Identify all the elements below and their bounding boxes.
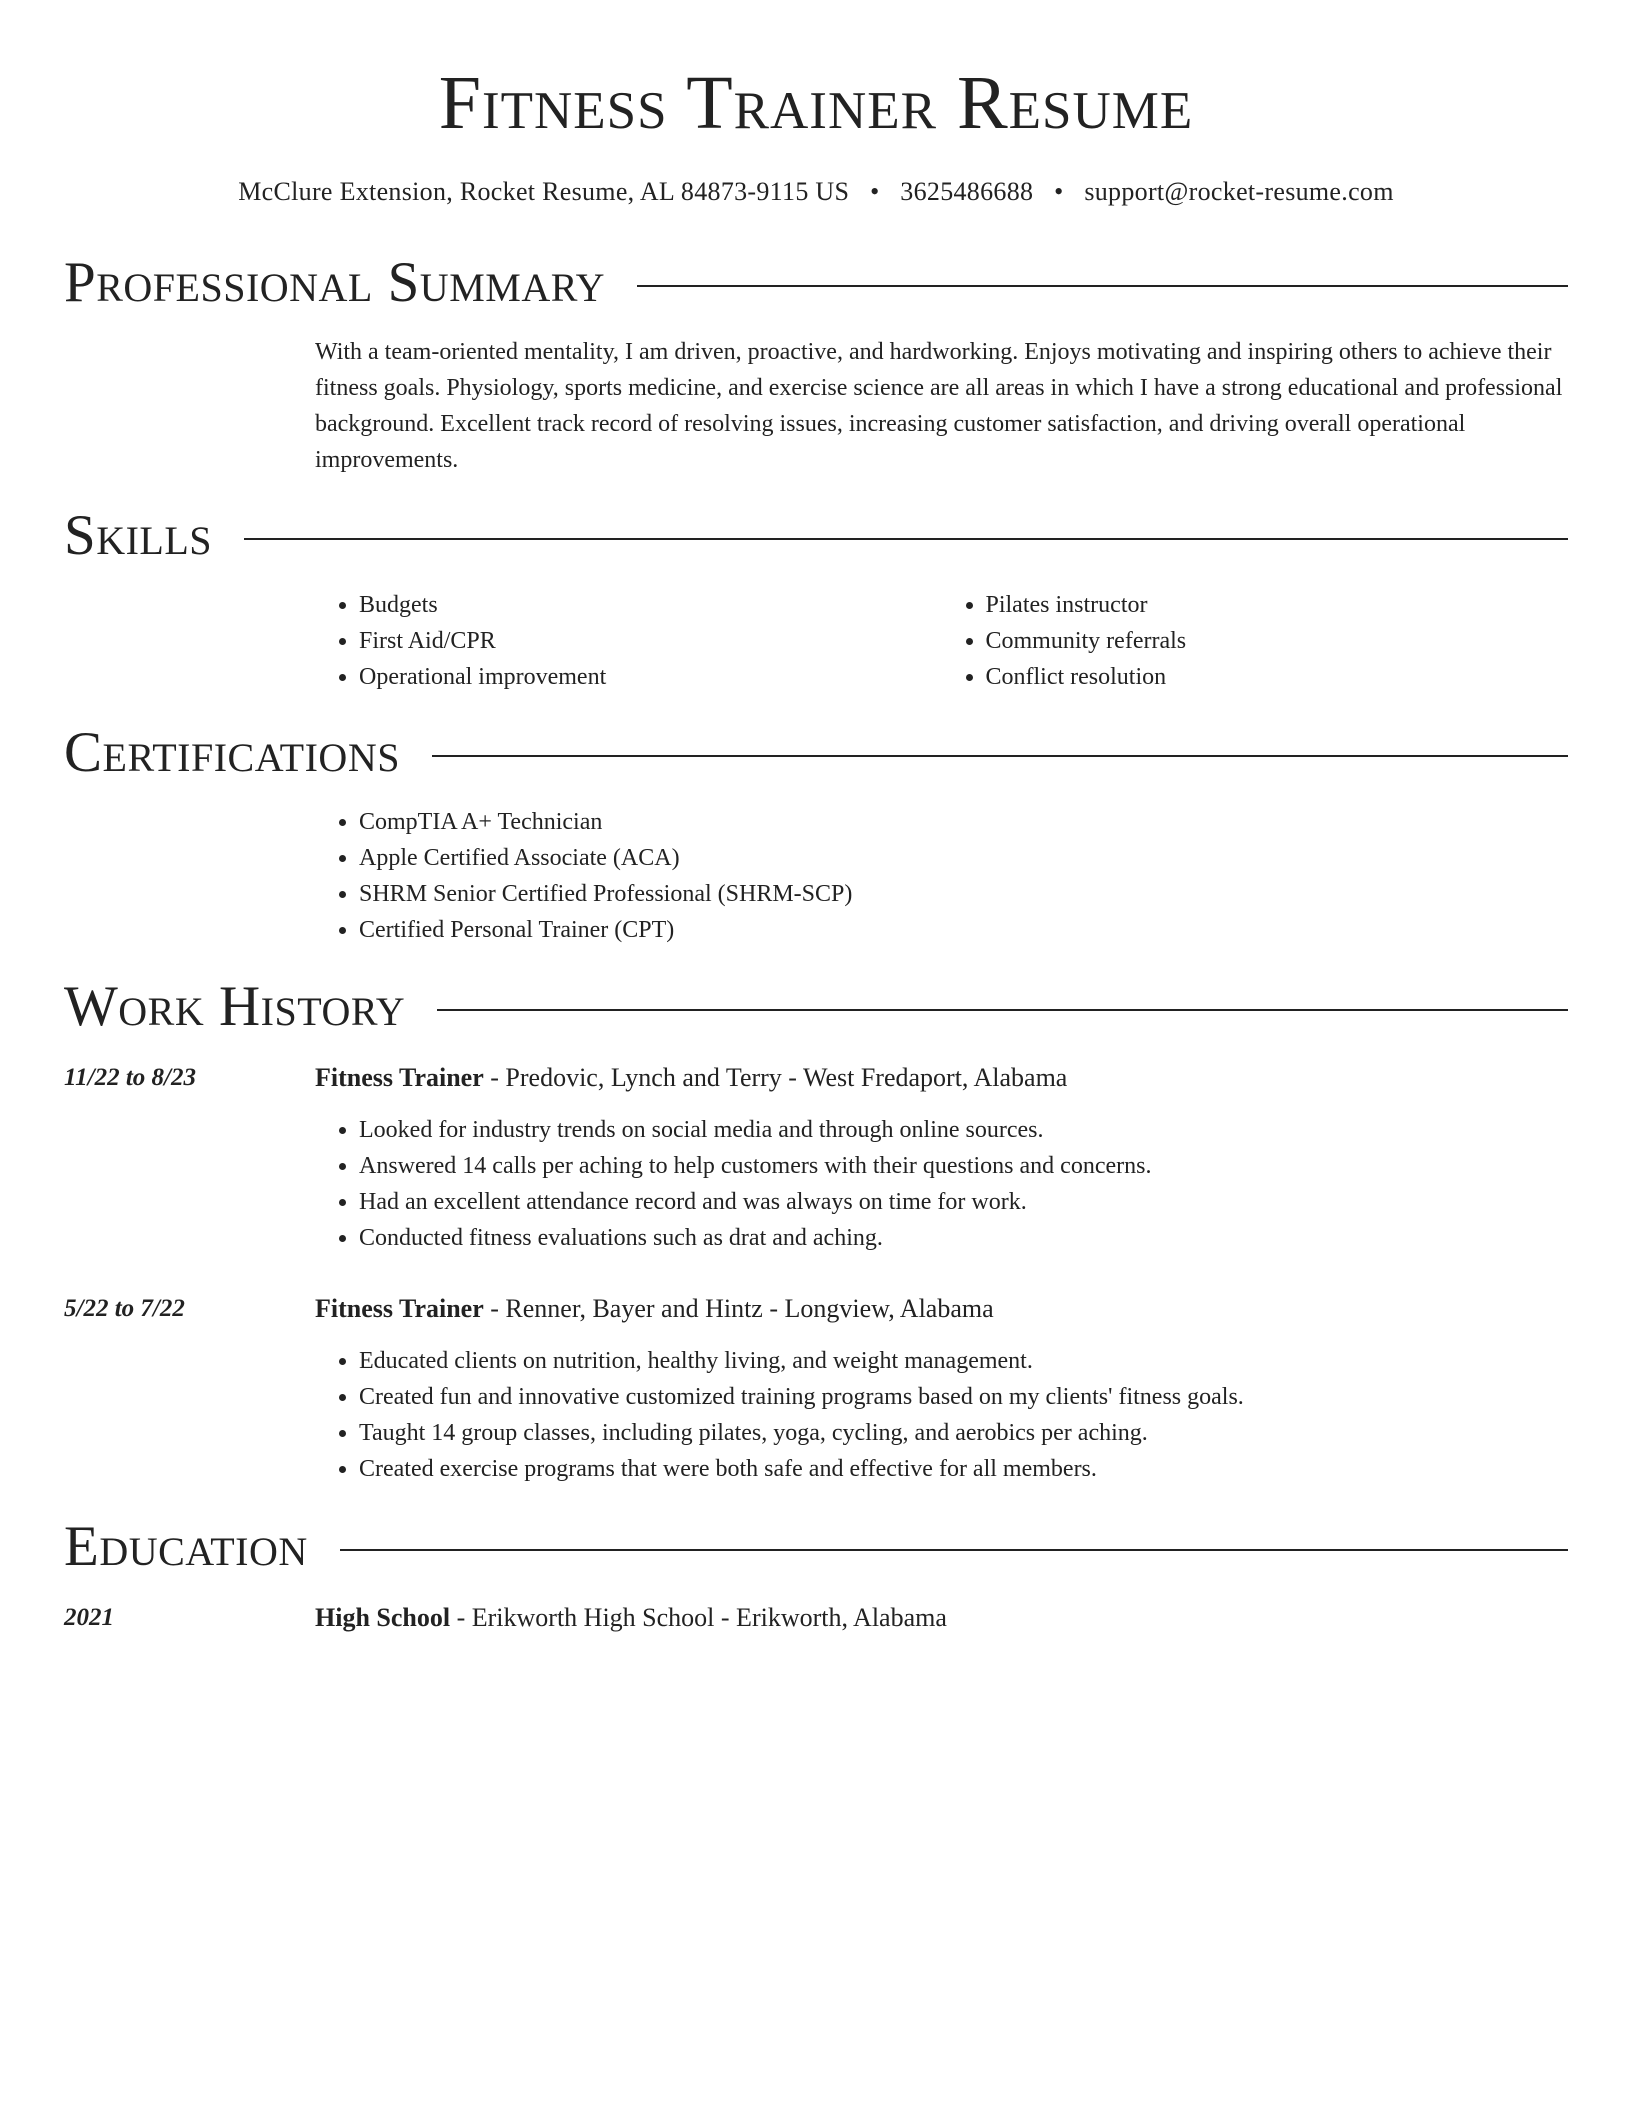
education-school: - Erikworth High School - Erikworth, Alabama xyxy=(450,1603,947,1632)
job-entry xyxy=(315,1291,1568,1487)
job-bullet: • Answered 14 calls per aching to help customers with their questions and concerns. xyxy=(359,1148,1568,1184)
job-bullet: • Conducted fitness evaluations such as drat and aching. xyxy=(359,1220,1568,1256)
certifications-list xyxy=(315,804,1568,948)
summary-section-header xyxy=(64,248,1568,318)
education-entry xyxy=(315,1600,1568,1636)
job-bullet: • Created fun and innovative customized training programs based on my clients' fitness goals. xyxy=(359,1379,1568,1415)
skills-heading: Skills xyxy=(64,504,213,567)
education-section-header xyxy=(64,1512,1568,1582)
job-role: Fitness Trainer xyxy=(315,1294,484,1323)
job-bullet: • Looked for industry trends on social media and through online sources. xyxy=(359,1112,1568,1148)
job-bullets xyxy=(315,1343,1568,1487)
job-employer: - Renner, Bayer and Hintz - Longview, Alabama xyxy=(483,1294,994,1323)
summary-heading: Professional Summary xyxy=(64,251,606,314)
skill-item: • First Aid/CPR xyxy=(359,623,942,659)
skills-list xyxy=(315,587,1568,695)
section-divider xyxy=(244,538,1568,540)
job-entry xyxy=(315,1060,1568,1256)
skill-item: • Budgets xyxy=(359,587,942,623)
certifications-heading: Certifications xyxy=(64,721,400,784)
summary-body xyxy=(315,334,1568,478)
work-heading: Work History xyxy=(64,975,406,1038)
job-bullet: • Educated clients on nutrition, healthy living, and weight management. xyxy=(359,1343,1568,1379)
job-role: Fitness Trainer xyxy=(315,1063,484,1092)
education-heading: Education xyxy=(64,1515,308,1578)
job-bullet: • Taught 14 group classes, including pilates, yoga, cycling, and aerobics per aching. xyxy=(359,1415,1568,1451)
contact-separator: • xyxy=(1054,177,1064,206)
section-divider xyxy=(637,285,1568,287)
job-dates: 11/22 to 8/23 xyxy=(64,1064,196,1091)
job-bullet: • Created exercise programs that were both safe and effective for all members. xyxy=(359,1451,1568,1487)
section-divider xyxy=(432,755,1568,757)
section-divider xyxy=(340,1549,1568,1551)
summary-text: With a team-oriented mentality, I am driven, proactive, and hardworking. Enjoys motivating and inspiring others to achieve their fitness goals. Physiology, sports medicine, and exercise science are all areas in which I have a strong educational and professional background. Excellent track record of resolving issues, increasing customer satisfaction, and driving overall operational improvements. xyxy=(315,339,1563,473)
skills-section-header xyxy=(64,501,1568,571)
skill-item: • Community referrals xyxy=(986,623,1569,659)
job-dates: 5/22 to 7/22 xyxy=(64,1295,185,1322)
skills-column-left xyxy=(315,587,942,695)
job-employer: - Predovic, Lynch and Terry - West Fredaport, Alabama xyxy=(483,1063,1068,1092)
contact-phone: 3625486688 xyxy=(900,177,1034,206)
contact-address: McClure Extension, Rocket Resume, AL 84873-9115 US xyxy=(238,177,850,206)
job-bullets xyxy=(315,1112,1568,1256)
job-bullet: • Had an excellent attendance record and was always on time for work. xyxy=(359,1184,1568,1220)
job-title-line xyxy=(315,1291,1568,1327)
certifications-section-header xyxy=(64,718,1568,788)
education-year: 2021 xyxy=(64,1604,114,1631)
section-divider xyxy=(437,1009,1568,1011)
certification-item: • Certified Personal Trainer (CPT) xyxy=(359,912,1568,948)
skill-item: • Pilates instructor xyxy=(986,587,1569,623)
work-section-header xyxy=(64,972,1568,1042)
resume-title: Fitness Trainer Resume xyxy=(438,61,1194,145)
skill-item: • Conflict resolution xyxy=(986,659,1569,695)
certification-item: • Apple Certified Associate (ACA) xyxy=(359,840,1568,876)
skill-item: • Operational improvement xyxy=(359,659,942,695)
certification-item: • SHRM Senior Certified Professional (SHRM-SCP) xyxy=(359,876,1568,912)
certification-item: • CompTIA A+ Technician xyxy=(359,804,1568,840)
skills-column-right xyxy=(942,587,1569,695)
education-line xyxy=(315,1600,1568,1636)
contact-email: support@rocket-resume.com xyxy=(1084,177,1394,206)
contact-separator: • xyxy=(870,177,880,206)
education-degree: High School xyxy=(315,1603,451,1632)
job-title-line xyxy=(315,1060,1568,1096)
contact-line xyxy=(64,174,1568,210)
